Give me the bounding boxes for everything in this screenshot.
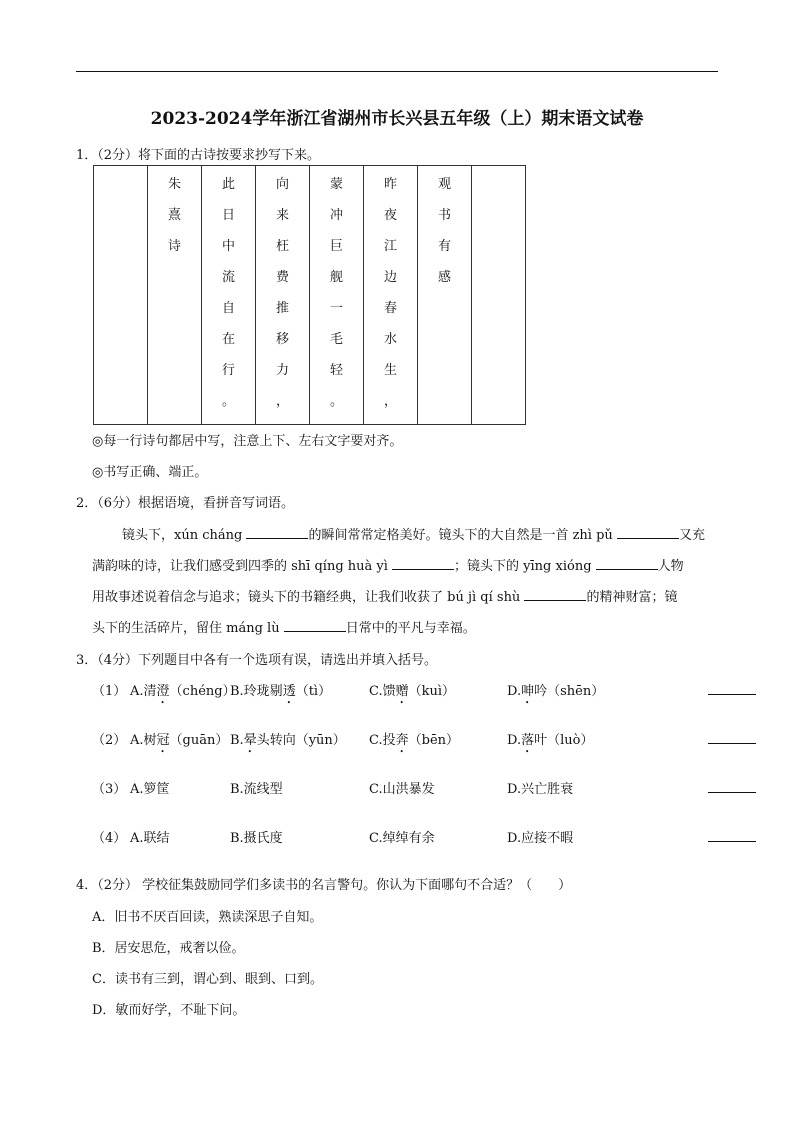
poem-column[interactable] — [364, 166, 418, 425]
q3-option-a[interactable]: A.清澄（chéng） — [130, 684, 236, 699]
poem-char: 枉 — [275, 239, 289, 254]
poem-char: 。 — [329, 394, 343, 409]
poem-column[interactable] — [148, 166, 202, 425]
poem-char: 流 — [221, 270, 235, 285]
header-rule — [76, 71, 718, 72]
q3-option-d[interactable]: D.兴亡胜衰 — [507, 782, 574, 797]
poem-char: 毛 — [329, 332, 343, 347]
poem-char: 春 — [383, 301, 397, 316]
q3-option-d[interactable]: D.呻吟（shēn） — [507, 684, 605, 699]
poem-char: 冲 — [329, 208, 343, 223]
poem-column[interactable] — [310, 166, 364, 425]
poem-grid — [93, 165, 526, 425]
answer-blank-bujiqishu[interactable] — [524, 588, 586, 601]
poem-char: 观 — [437, 177, 451, 192]
q4-option-b[interactable]: B．居安思危，戒奢以俭。 — [92, 941, 245, 956]
q3-answer-line[interactable] — [708, 792, 756, 793]
poem-char: 推 — [275, 301, 289, 316]
poem-char: 轻 — [329, 363, 343, 378]
poem-char: 昨 — [383, 177, 397, 192]
answer-blank-manglu[interactable] — [284, 619, 346, 632]
q3-option-d[interactable]: D.应接不暇 — [507, 831, 574, 846]
q3-answer-line[interactable] — [708, 841, 756, 842]
q3-answer-line[interactable] — [708, 743, 756, 744]
poem-char: 中 — [221, 239, 235, 254]
q1-note-neat: ◎书写正确、端正。 — [92, 465, 208, 480]
poem-char: 熹 — [167, 208, 181, 223]
q2-line-3: 用故事述说着信念与追求；镜头下的书籍经典，让我们收获了 bú jì qí shù 的精神财富；镜 — [92, 590, 678, 605]
poem-char: 舰 — [329, 270, 343, 285]
poem-char: 夜 — [383, 208, 397, 223]
poem-char: 行 — [221, 363, 235, 378]
poem-char: 水 — [383, 332, 397, 347]
poem-char: 来 — [275, 208, 289, 223]
q1-note-align: ◎每一行诗句都居中写，注意上下、左右文字要对齐。 — [92, 434, 403, 449]
q4-option-a[interactable]: A．旧书不厌百回读，熟读深思子自知。 — [92, 910, 323, 925]
poem-column[interactable] — [94, 166, 148, 425]
q3-option-c[interactable]: C.馈赠（kuì） — [369, 684, 456, 699]
poem-char: ， — [383, 394, 397, 409]
poem-char: 日 — [221, 208, 235, 223]
poem-char: 蒙 — [329, 177, 343, 192]
poem-char: 一 — [329, 301, 343, 316]
answer-blank-yingxiong[interactable] — [596, 557, 658, 570]
poem-column[interactable] — [418, 166, 472, 425]
q3-option-b[interactable]: B.晕头转向（yūn） — [230, 733, 346, 748]
poem-char: 在 — [221, 332, 235, 347]
answer-blank-zhipu[interactable] — [617, 526, 679, 539]
poem-char: 边 — [383, 270, 397, 285]
poem-char: ， — [275, 394, 289, 409]
poem-char: 诗 — [167, 239, 181, 254]
q3-option-b[interactable]: B.玲珑剔透（tì） — [230, 684, 332, 699]
poem-char: 力 — [275, 363, 289, 378]
q2-stem: 2．（6分）根据语境，看拼音写词语。 — [76, 496, 295, 511]
poem-char: 有 — [437, 239, 451, 254]
page-title: 2023-2024学年浙江省湖州市长兴县五年级（上）期末语文试卷 — [150, 109, 644, 129]
q4-option-c[interactable]: C．读书有三到，谓心到、眼到、口到。 — [92, 972, 323, 987]
q3-answer-line[interactable] — [708, 694, 756, 695]
q2-line-4: 头下的生活碎片，留住 máng lù 日常中的平凡与幸福。 — [92, 621, 476, 636]
poem-column[interactable] — [256, 166, 310, 425]
q1-stem: 1．（2分）将下面的古诗按要求抄写下来。 — [76, 148, 321, 163]
q3-option-a[interactable]: A.箩筐 — [130, 782, 170, 797]
q3-option-a[interactable]: A.树冠（guān） — [130, 733, 229, 748]
q3-option-a[interactable]: A.联结 — [130, 831, 170, 846]
poem-char: 书 — [437, 208, 451, 223]
poem-char: 此 — [221, 177, 235, 192]
q2-line-1: 镜头下，xún cháng 的瞬间常常定格美好。镜头下的大自然是一首 zhì pǔ 又充 — [122, 528, 705, 543]
poem-char: 巨 — [329, 239, 343, 254]
poem-char: 感 — [437, 270, 451, 285]
q3-option-b[interactable]: B.摄氏度 — [230, 831, 283, 846]
q4-stem: 4．（2分） 学校征集鼓励同学们多读书的名言警句。你认为下面哪句不合适？（ ） — [76, 878, 572, 893]
poem-char: 移 — [275, 332, 289, 347]
poem-char: 自 — [221, 301, 235, 316]
q2-line-2: 满韵味的诗，让我们感受到四季的 shī qíng huà yì ；镜头下的 yīng xióng 人物 — [92, 559, 684, 574]
poem-char: 向 — [275, 177, 289, 192]
q3-option-c[interactable]: C.山洪暴发 — [369, 782, 435, 797]
answer-blank-shiqinghuayi[interactable] — [392, 557, 454, 570]
poem-column[interactable] — [472, 166, 526, 425]
q3-option-b[interactable]: B.流线型 — [230, 782, 283, 797]
poem-char: 生 — [383, 363, 397, 378]
q3-option-c[interactable]: C.投奔（bēn） — [369, 733, 460, 748]
poem-char: 朱 — [167, 177, 181, 192]
q3-option-d[interactable]: D.落叶（luò） — [507, 733, 594, 748]
q4-option-d[interactable]: D．敏而好学，不耻下问。 — [92, 1003, 246, 1018]
poem-char: 江 — [383, 239, 397, 254]
poem-char: 费 — [275, 270, 289, 285]
answer-blank-xunchang[interactable] — [246, 526, 308, 539]
q3-option-c[interactable]: C.绰绰有余 — [369, 831, 435, 846]
q3-stem: 3．（4分）下列题目中各有一个选项有误，请选出并填入括号。 — [76, 653, 438, 668]
poem-column[interactable] — [202, 166, 256, 425]
poem-char: 。 — [221, 394, 235, 409]
